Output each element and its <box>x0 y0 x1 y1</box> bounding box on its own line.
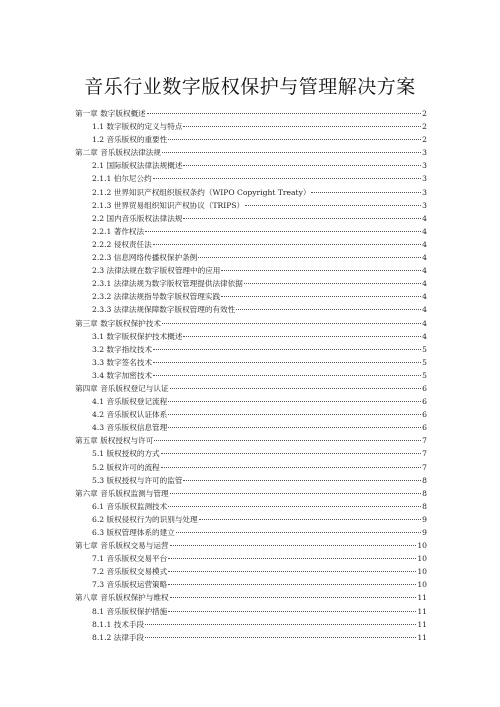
dot-leader <box>170 493 422 494</box>
dot-leader <box>145 637 416 638</box>
toc-entry-label: 2.1.3 世界贸易组织知识产权协议（TRIPS） <box>92 200 245 210</box>
toc-entry[interactable] <box>75 382 427 395</box>
toc-entry-label: 7.2 音乐版权交易模式 <box>92 567 168 577</box>
dot-leader <box>198 257 421 258</box>
toc-entry-label: 4.2 音乐版权认证体系 <box>92 410 168 420</box>
toc-entry-label: 2.2.1 著作权法 <box>92 226 145 236</box>
toc-entry[interactable] <box>75 591 427 604</box>
toc-entry[interactable] <box>75 605 427 618</box>
toc-entry-page-number: 4 <box>422 292 427 302</box>
document-title: 音乐行业数字版权保护与管理解决方案 <box>84 76 416 98</box>
toc-entry-label: 2.1.1 伯尔尼公约 <box>92 174 152 184</box>
dot-leader <box>168 401 421 402</box>
toc-entry[interactable] <box>75 330 427 343</box>
toc-entry[interactable] <box>75 578 427 591</box>
dot-leader <box>145 624 416 625</box>
toc-entry-page-number: 4 <box>422 253 427 263</box>
toc-entry-page-number: 11 <box>417 593 427 603</box>
dot-leader <box>168 571 416 572</box>
toc-entry-page-number: 6 <box>422 397 427 407</box>
toc-entry-label: 1.1 数字版权的定义与特点 <box>92 122 183 132</box>
toc-entry[interactable] <box>75 474 427 487</box>
toc-entry-label: 5.3 版权授权与许可的监管 <box>92 475 183 485</box>
dot-leader <box>168 611 416 612</box>
toc-entry-page-number: 2 <box>422 109 427 118</box>
toc-entry-page-number: 10 <box>417 567 427 577</box>
toc-entry[interactable] <box>75 172 427 185</box>
dot-leader <box>236 309 421 310</box>
dot-leader <box>245 205 421 206</box>
dot-leader <box>153 375 421 376</box>
toc-entry[interactable] <box>75 159 427 172</box>
dot-leader <box>161 453 422 454</box>
toc-entry[interactable] <box>75 290 427 303</box>
toc-entry[interactable] <box>75 356 427 369</box>
toc-entry[interactable] <box>75 343 427 356</box>
toc-entry[interactable] <box>75 421 427 434</box>
dot-leader <box>153 244 421 245</box>
toc-entry-page-number: 8 <box>422 475 427 485</box>
toc-entry-label: 第一章 数字版权概述 <box>75 109 146 118</box>
toc-entry-page-number: 6 <box>422 423 427 433</box>
dot-leader <box>145 231 421 232</box>
toc-entry-page-number: 4 <box>422 239 427 249</box>
toc-entry-page-number: 11 <box>417 632 427 642</box>
toc-entry-label: 第八章 音乐版权保护与维权 <box>75 593 169 603</box>
toc-entry[interactable] <box>75 120 427 133</box>
toc-entry[interactable] <box>75 539 427 552</box>
toc-entry-label: 2.3.3 法律法规保障数字版权管理的有效性 <box>92 305 236 315</box>
dot-leader <box>168 584 416 585</box>
dot-leader <box>170 388 422 389</box>
toc-entry-page-number: 4 <box>422 318 427 328</box>
toc-entry[interactable] <box>75 461 427 474</box>
toc-entry[interactable] <box>75 199 427 212</box>
toc-entry[interactable] <box>75 212 427 225</box>
toc-entry-label: 8.1.2 法律手段 <box>92 632 145 642</box>
toc-entry-page-number: 4 <box>422 279 427 289</box>
dot-leader <box>168 558 416 559</box>
toc-entry-page-number: 10 <box>417 541 427 551</box>
toc-entry-label: 6.3 版权管理体系的建立 <box>92 528 175 537</box>
toc-entry-page-number: 4 <box>422 213 427 223</box>
toc-entry-page-number: 3 <box>422 200 427 210</box>
toc-entry-page-number: 4 <box>422 266 427 276</box>
toc-entry-label: 2.2 国内音乐版权法律法规 <box>92 213 183 223</box>
toc-entry-page-number: 8 <box>422 488 427 498</box>
toc-entry-page-number: 11 <box>417 606 427 616</box>
toc-entry-page-number: 6 <box>422 383 427 393</box>
toc-entry-page-number: 3 <box>422 161 427 171</box>
toc-entry-label: 3.4 数字加密技术 <box>92 370 153 380</box>
toc-entry-label: 1.2 音乐版权的重要性 <box>92 135 168 145</box>
toc-entry-label: 2.2.3 信息网络传播权保护条例 <box>92 253 198 263</box>
toc-entry-page-number: 3 <box>422 174 427 184</box>
toc-entry[interactable] <box>75 146 427 159</box>
toc-entry[interactable] <box>75 395 427 408</box>
toc-entry-page-number: 5 <box>422 344 427 354</box>
toc-entry-label: 2.1 国际版权法律法规概述 <box>92 161 183 171</box>
toc-entry-page-number: 2 <box>422 135 427 145</box>
toc-entry[interactable] <box>75 631 427 644</box>
toc-entry-label: 第四章 音乐版权登记与认证 <box>75 383 169 393</box>
toc-entry-page-number: 5 <box>422 357 427 367</box>
toc-entry[interactable] <box>75 513 427 526</box>
toc-entry-page-number: 8 <box>422 501 427 511</box>
toc-entry[interactable] <box>75 107 427 120</box>
toc-entry[interactable] <box>75 434 427 447</box>
dot-leader <box>168 414 421 415</box>
toc-entry-label: 第二章 音乐版权法律法规 <box>75 148 161 158</box>
toc-entry-page-number: 4 <box>422 331 427 341</box>
toc-entry[interactable] <box>75 251 427 264</box>
toc-entry-page-number: 5 <box>422 370 427 380</box>
dot-leader <box>170 545 417 546</box>
toc-entry-page-number: 10 <box>417 580 427 590</box>
toc-entry-label: 第三章 数字版权保护技术 <box>75 318 161 328</box>
toc-entry-label: 7.3 音乐版权运营策略 <box>92 580 168 590</box>
toc-entry-label: 4.1 音乐版权登记流程 <box>92 397 168 407</box>
toc-entry-page-number: 9 <box>422 528 427 537</box>
toc-entry-label: 第七章 音乐版权交易与运营 <box>75 541 169 551</box>
dot-leader <box>168 427 421 428</box>
toc-entry-label: 5.1 版权授权的方式 <box>92 449 160 459</box>
toc-entry-label: 4.3 音乐版权信息管理 <box>92 423 168 433</box>
toc-entry-label: 2.3.2 法律法规指导数字版权管理实践 <box>92 292 221 302</box>
dot-leader <box>183 480 421 481</box>
dot-leader <box>183 126 421 127</box>
toc-entry[interactable] <box>75 277 427 290</box>
toc-entry[interactable] <box>75 447 427 460</box>
toc-entry-label: 3.1 数字版权保护技术概述 <box>92 331 183 341</box>
toc-entry-label: 8.1 音乐版权保护措施 <box>92 606 168 616</box>
dot-leader <box>154 440 421 441</box>
toc-entry-label: 第五章 版权授权与许可 <box>75 436 154 446</box>
toc-entry[interactable] <box>75 552 427 565</box>
toc-entry[interactable] <box>75 317 427 330</box>
dot-leader <box>153 178 421 179</box>
toc-entry[interactable] <box>75 133 427 146</box>
dot-leader <box>244 283 421 284</box>
dot-leader <box>162 152 421 153</box>
dot-leader <box>162 323 421 324</box>
toc-entry[interactable] <box>75 186 427 199</box>
toc-entry-page-number: 2 <box>422 122 427 132</box>
dot-leader <box>221 296 421 297</box>
toc-entry-page-number: 3 <box>422 187 427 197</box>
dot-leader <box>311 192 421 193</box>
toc-entry-label: 8.1.1 技术手段 <box>92 619 145 629</box>
toc-entry[interactable] <box>75 264 427 277</box>
toc-entry[interactable] <box>75 565 427 578</box>
dot-leader <box>176 532 421 533</box>
toc-entry-label: 3.3 数字签名技术 <box>92 357 153 367</box>
toc-entry-label: 2.2.2 侵权责任法 <box>92 239 152 249</box>
toc-entry-page-number: 4 <box>422 226 427 236</box>
toc-entry[interactable] <box>75 225 427 238</box>
dot-leader <box>153 362 421 363</box>
table-of-contents <box>75 107 427 644</box>
toc-entry-label: 6.1 音乐版权监测技术 <box>92 501 168 511</box>
toc-entry[interactable] <box>75 526 427 539</box>
toc-entry-page-number: 9 <box>422 514 427 524</box>
toc-entry-page-number: 4 <box>422 305 427 315</box>
dot-leader <box>183 165 421 166</box>
toc-entry[interactable] <box>75 618 427 631</box>
toc-entry-label: 5.2 版权许可的流程 <box>92 462 160 472</box>
dot-leader <box>161 467 422 468</box>
toc-entry-label: 6.2 版权侵权行为的识别与处理 <box>92 514 198 524</box>
dot-leader <box>183 336 421 337</box>
toc-entry[interactable] <box>75 408 427 421</box>
toc-entry-page-number: 7 <box>422 449 427 459</box>
toc-entry[interactable] <box>75 303 427 316</box>
toc-entry-page-number: 10 <box>417 554 427 564</box>
toc-entry-page-number: 6 <box>422 410 427 420</box>
toc-entry-label: 2.1.2 世界知识产权组织版权条约（WIPO Copyright Treaty） <box>92 187 311 197</box>
toc-entry-page-number: 7 <box>422 436 427 446</box>
toc-entry-label: 2.3 法律法规在数字版权管理中的应用 <box>92 266 221 276</box>
dot-leader <box>168 139 421 140</box>
toc-entry-label: 7.1 音乐版权交易平台 <box>92 554 168 564</box>
dot-leader <box>183 218 421 219</box>
dot-leader <box>199 519 422 520</box>
toc-entry-page-number: 3 <box>422 148 427 158</box>
toc-entry-page-number: 11 <box>417 619 427 629</box>
toc-entry-label: 第六章 音乐版权监测与管理 <box>75 488 169 498</box>
toc-entry[interactable] <box>75 500 427 513</box>
toc-entry[interactable] <box>75 369 427 382</box>
dot-leader <box>168 506 421 507</box>
toc-entry-page-number: 7 <box>422 462 427 472</box>
dot-leader <box>170 597 417 598</box>
dot-leader <box>153 349 421 350</box>
toc-entry-label: 3.2 数字指纹技术 <box>92 344 153 354</box>
dot-leader <box>221 270 421 271</box>
toc-entry[interactable] <box>75 487 427 500</box>
toc-entry-label: 2.3.1 法律法规为数字版权管理提供法律依据 <box>92 279 243 289</box>
toc-entry[interactable] <box>75 238 427 251</box>
dot-leader <box>147 113 421 114</box>
